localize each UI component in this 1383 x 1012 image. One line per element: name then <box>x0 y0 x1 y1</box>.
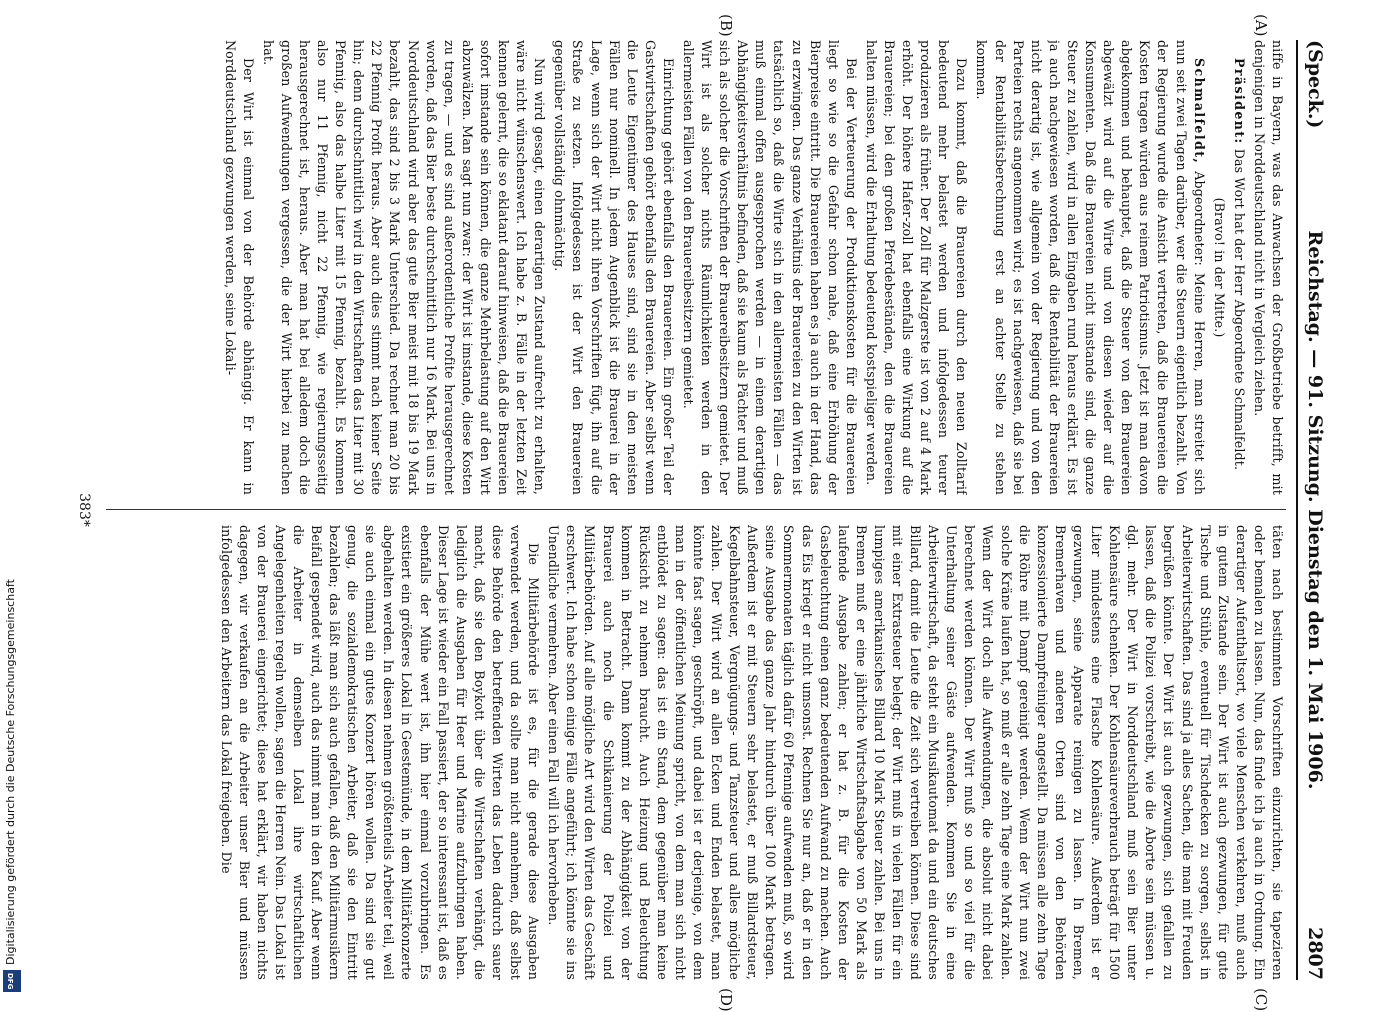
header-page-number: 2807 <box>1304 927 1326 980</box>
footer-text: Digitalisierung gefördert durch die Deutsche Forschungsgemeinschaft <box>4 579 17 965</box>
speaker-name: Schmalfeldt, <box>1191 58 1207 165</box>
margin-mark-b: (B) <box>717 14 735 37</box>
header-title: Reichstag. — 91. Sitzung. Dienstag den 1. Mai 1906. <box>1304 230 1326 790</box>
paragraph: täten nach bestimmten Vorschriften einzurichten, sie tapezieren oder bemalen zu lassen. Nun, das finde ich ja auch in Ordnung. Ein derartiger Aufenthaltsort, wo viele Menschen verkehren, muß auch in gutem Zustande sein. Der Wirt ist auch gezwungen, für gute Tische und Stühle, eventuell für Tischdecken zu sorgen, selbst in Arbeiterwirtschaften. Das sind ja alles Sachen, die man mit Freuden begrüßen könnte. Der Wirt ist auch gezwungen, sich gefallen zu lassen, daß die Polizei vorschreibt, wie die Aborte sein müssen u. dgl. mehr. Der Wirt in Norddeutschland muß sein Bier unter Kohlensäure schenken. Der Kohlensäureverbrauch beträgt für 1500 Liter mindestens eine Flasche Kohlensäure. Außerdem ist er gezwungen, seine Apparate reinigen zu lassen. In Bremen, Bremerhaven und anderen Orten sind von den Behörden konzessionierte Dampfreiniger angestellt. Da müssen alle zehn Tage die Röhre mit Dampf gereinigt werden. Wenn der Wirt nun zwei solche Kräne laufen hat, so muß er alle zehn Tage eine Mark zahlen. Wenn der Wirt doch alle Aufwendungen, die absolut nicht dabei berechnet werden können. Der Wirt muß so und so viel für die Unterhaltung seiner Gäste aufwenden. Kommen Sie in eine Arbeiterwirtschaft, da steht ein Musikautomat da und ein deutsches Billard, damit die Leute die Zeit sich vertreiben können. Diese sind mit einer Extrasteuer belegt; der Wirt muß in vielen Fällen für ein lumpiges amerikanisches Billard 10 Mark Steuer zahlen. Bei uns in Bremen muß er eine jährliche Wirtschaftsabgabe von 50 Mark als laufende Ausgabe zahlen; er hat z. B. für die Kosten der Gasbeleuchtung einen ganz bedeutenden Aufwand zu machen. Auch das Eis kriegt er nicht umsonst. Rechnen Sie nur an, daß er in den Sommermonaten täglich dafür 60 Pfennige aufwenden muß, so wird seine Ausgabe das ganze Jahr hindurch über 100 Mark betragen. Außerdem ist er mit Steuern sehr belastet, er muß Billardsteuer, Kegelbahnsteuer, Vergnügungs- und Tanzsteuer und alles mögliche zahlen. Der Wirt wird an allen Ecken und Enden belastet, man könnte fast sagen, geschröpft, und dabei ist er derjenige, von dem man in der öffentlichen Meinung spricht, von dem man sich nicht entblödet zu sagen: das ist ein Stand, dem gegenüber man keine Rücksicht zu nehmen braucht. Auch Heizung und Beleuchtung kommen in Betracht. Dann kommt zu der Abhängigkeit von der Brauerei auch noch die Schikanierung der Polizei und Militärbehörden. Auf alle mögliche Art wird den Wirten das Geschäft erschwert. Ich habe schon einige Fälle angeführt; ich könnte sie ins Unendliche vermehren. Aber einen Fall will ich hervorheben. <box>546 525 1285 980</box>
paragraph-text: Abgeordneter: Meine Herren, man streitet sich nun seit zwei Tagen darüber, wer die Steuern eigentlich bezahlt. Von der Regierung wurde die Ansicht vertreten, daß die Brauereien die Kosten tragen würden aus reinem Patriotismus. Jetzt ist man davon abgekommen und behauptet, daß die Steuer von den Brauereien abgewälzt wird auf die Wirte und von diesen wieder auf die Konsumenten. Daß die Brauereien nicht imstande sind, die ganze Steuer zu zahlen, wird in allen Eingaben rund heraus erklärt. Es ist ja auch nachgewiesen worden, daß die Rentabilität der Brauereien nicht derartig ist, wie allgemein von der Regierung und von den Parteien rechts angenommen wird; es ist nachgewiesen, daß sie bei der Rentabilitätsberechnung erst an achter Stelle zu stehen kommen. <box>974 40 1207 495</box>
stage-direction: (Bravo! in der Mitte.) <box>1211 197 1227 338</box>
dfg-logo-icon: DFG <box>3 970 21 992</box>
left-column <box>96 40 1286 495</box>
paragraph: niffe in Bayern, was das Anwachsen der Großbetriebe betrifft, mit denjenigen in Norddeutschland nicht in Vergleich ziehen. <box>1251 40 1285 495</box>
margin-mark-a: (A) <box>1252 14 1270 37</box>
header-speaker: (Speck.) <box>1304 40 1326 129</box>
margin-mark-c: (C) <box>1252 988 1270 1012</box>
page-footer-number: 383* <box>76 493 92 527</box>
digitization-footer <box>0 0 26 1000</box>
paragraph-text: Das Wort hat der Herr Abgeordnete Schmalfeldt. <box>1231 148 1247 471</box>
paragraph: Der Wirt ist einmal von der Behörde abhängig. Er kann in Norddeutschland gezwungen werden, seine Lokali- <box>222 40 256 495</box>
newspaper-page <box>50 14 1330 1012</box>
paragraph: Bei der Verteuerung der Produktionskosten für die Brauereien liegt so wie so die Gefahr schon nahe, daß eine Erhöhung der Bierpreise eintritt. Die Brauereien haben es ja auch in der Hand, das zu erzwingen. Das ganze Verhältnis der Brauereien zu den Wirten ist tatsächlich so, daß die Wirte sich in den allermeisten Fällen — das muß einmal offen ausgesprochen werden — in einem derartigen Abhängigkeitsverhältnis befinden, daß sie kaum als Pächter und muß sich als solcher die Vorschriften der Brauereibesitzern gemietet. Der Wirt ist als solcher nichts Räumlichkeiten werden in den allermeisten Fällen von den Brauereibesitzern gemietet. <box>681 40 859 495</box>
column-divider <box>106 509 1286 510</box>
paragraph: Einrichtung gehört ebenfalls den Brauereien. Ein großer Teil der Gastwirtschaften gehört ebenfalls den Brauereien. Aber selbst wenn die Leute Eigentümer des Hauses sind, sind sie in den meisten Fällen nur nominell. In jedem Augenblick ist die Brauerei in der Lage, wenn sich der Wirt nicht ihren Vorschriften fügt, ihn auf die Straße zu setzen. Infolgedessen ist der Wirt den Brauereien gegenüber vollständig ohnmächtig. <box>552 40 676 495</box>
right-column <box>96 525 1286 980</box>
paragraph: Nun wird gesagt, einen derartigen Zustand aufrecht zu erhalten, wäre nicht wünschenswert. Ich habe z. B. Fälle in der letzten Zeit kennen gelernt, die so eklatant darauf hinweisen, daß die Brauereien sofort imstande sein können, die ganze Mehrbelastung auf den Wirt abzuwälzen. Man sagt nun zwar: der Wirt ist imstande, diese Kosten zu tragen, — und es sind außerordentliche Profite herausgerechnet worden, daß das Bier beste durchschnittlich nur 16 Mark. Bei uns in Norddeutschland wird aber das gute Bier meist mit 18 bis 19 Mark bezahlt, das sind 2 bis 3 Mark Unterschied. Da rechnet man 20 bis 22 Pfennig Profit heraus. Aber auch dies stimmt nach keiner Seite hin; denn durchschnittlich wird in den Wirtschaften das Liter mit 30 Pfennig, also das halbe Liter mit 15 Pfennig, bezahlt. Es kommen also nur 11 Pfennig, nicht 22 Pfennig, wie regierungsseitig herausgerechnet ist, heraus. Aber man hat bei alledem doch die großen Aufwendungen vergessen, die der Wirt hierbei zu machen hat. <box>260 40 548 495</box>
paragraph: Die Militärbehörde ist es, für die gerade diese Ausgaben verwendet werden, und da sollte man nicht annehmen, daß selbst diese Behörde den betreffenden Wirten das Leben dadurch sauer macht, daß sie den Boykott über die Wirtschaften verhängt, die lediglich die Ausgaben für Heer und Marine aufzubringen haben. Dieser Lage ist wieder ein Fall passiert, der so interessant ist, daß es ebenfalls der Mühe wert ist, ihn hier einmal vorzubringen. Es existiert ein größeres Lokal in Geestemünde, in dem Militärkonzerte abgehalten werden. In diesen nehmen größtenteils Arbeiter teil, weil sie auch einmal ein gutes Konzert hören wollen. Da sind sie gut genug, die sozialdemokratischen Arbeiter, daß sie den Eintritt bezahlen; das läßt man sich auch gefallen, daß den Militärmusikern Beifall gespendet wird, auch das nimmt man in den Kauf. Aber wenn die Arbeiter in demselben Lokal ihre wirtschaftlichen Angelegenheiten regeln wollen, sagen die Herren Nein. Das Lokal ist von der Brauerei eingerichtet; diese hat erklärt, wir haben nichts dagegen, wir verkaufen an die Arbeiter unser Bier und müssen infolgedessen den Arbeitern das Lokal freigeben. Die <box>218 525 542 980</box>
paragraph <box>1230 40 1248 495</box>
running-head <box>1296 40 1330 980</box>
paragraph: Dazu kommt, daß die Brauereien durch den neuen Zolltarif bedeutend mehr belastet werden und infolgedessen teurer produzieren als früher. Der Zoll für Malzgerste ist von 2 auf 4 Mark erhöht. Der höhere Hafer-zoll hat ebenfalls eine Wirkung auf die Brauereien; bei den großen Pferdebeständen, den die Brauereien halten müssen, wird die Erhaltung bedeutend kostspieliger werden. <box>863 40 970 495</box>
header-rule <box>1296 40 1298 980</box>
speaker-name: Präsident: <box>1231 58 1247 145</box>
paragraph <box>972 40 1207 495</box>
margin-mark-d: (D) <box>717 988 735 1012</box>
